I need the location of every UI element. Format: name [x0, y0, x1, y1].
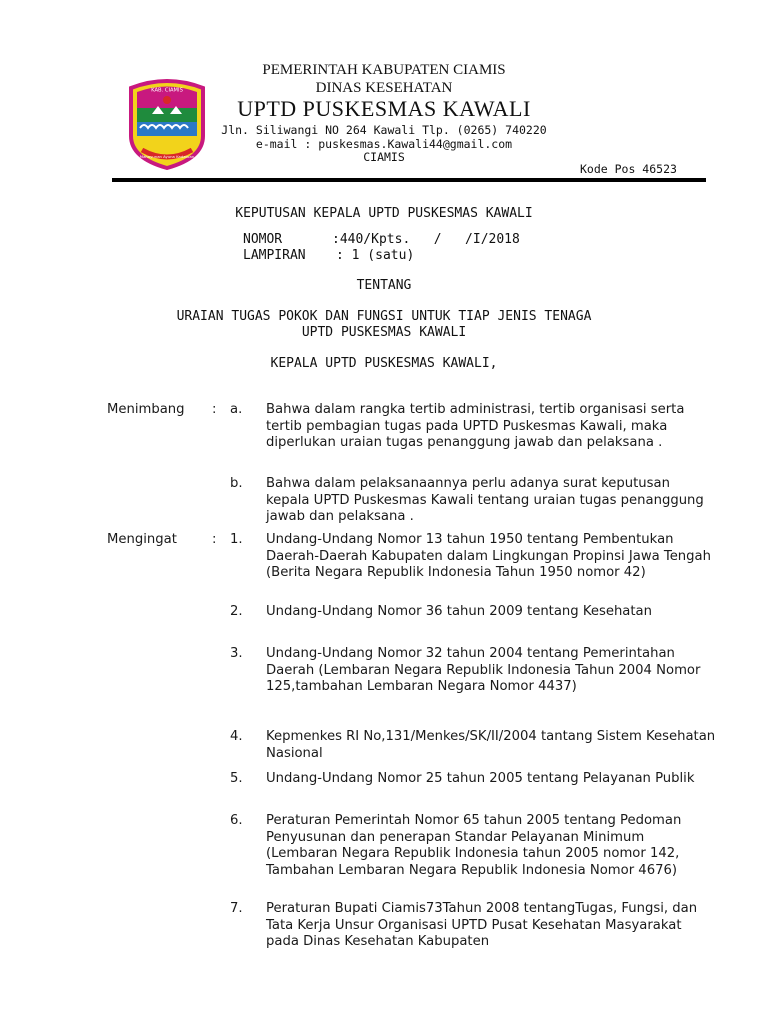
nomor-value: :440/Kpts. / /I/2018 [332, 232, 520, 247]
mengingat-marker-3: 3. [230, 646, 243, 661]
menimbang-item-a: Bahwa dalam rangka tertib administrasi, tertib organisasi serta tertib pembagian tugas pada UPTD Puskesmas Kawali, maka diperlukan uraian tugas penanggung jawab dan pelaksana . [266, 402, 685, 451]
logo-motto-text: Mahayunan Ayuna Kadatuan [139, 154, 195, 159]
letterhead-address: Jln. Siliwangi NO 264 Kawali Tlp. (0265) 740220 [221, 123, 547, 137]
logo-top-text: KAB. CIAMIS [151, 87, 183, 94]
mengingat-item-5: Undang-Undang Nomor 25 tahun 2005 tentang Pelayanan Publik [266, 771, 695, 786]
mengingat-item-2: Undang-Undang Nomor 36 tahun 2009 tentang Kesehatan [266, 604, 652, 619]
menimbang-marker-a: a. [230, 402, 243, 417]
mengingat-item-3: Undang-Undang Nomor 32 tahun 2004 tentang Pemerintahan Daerah (Lembaran Negara Republik Indonesia Tahun 2004 Nomor 125,tambahan Lembaran Negara Nomor 4437) [266, 646, 701, 695]
nomor-label: NOMOR [243, 232, 283, 247]
letterhead-postcode: Kode Pos 46523 [580, 162, 677, 176]
mengingat-label: Mengingat [107, 532, 177, 547]
mengingat-marker-1: 1. [230, 532, 243, 547]
mengingat-marker-7: 7. [230, 901, 243, 916]
decree-subject-line2: UPTD PUSKESMAS KAWALI [301, 325, 467, 340]
letterhead-government: PEMERINTAH KABUPATEN CIAMIS [262, 62, 506, 78]
lampiran-value: : 1 (satu) [336, 248, 415, 263]
lampiran-label: LAMPIRAN [243, 248, 306, 263]
menimbang-item-b: Bahwa dalam pelaksanaannya perlu adanya surat keputusan kepala UPTD Puskesmas Kawali tentang uraian tugas penanggung jawab dan pelaksana . [266, 476, 704, 525]
letterhead-city: CIAMIS [363, 150, 405, 164]
letterhead-divider [112, 178, 706, 182]
decree-tentang: TENTANG [356, 278, 412, 293]
mengingat-item-6: Peraturan Pemerintah Nomor 65 tahun 2005 tentang Pedoman Penyusunan dan penerapan Standar Pelayanan Minimum (Lembaran Negara Republik Indonesia tahun 2005 nomor 142, Tambahan Lembaran Negara Republik Indonesia Nomor 4676) [266, 813, 682, 878]
letterhead-title: UPTD PUSKESMAS KAWALI [237, 96, 531, 121]
mengingat-marker-4: 4. [230, 729, 243, 744]
mengingat-item-1: Undang-Undang Nomor 13 tahun 1950 tentang Pembentukan Daerah-Daerah Kabupaten dalam Lingkungan Propinsi Jawa Tengah (Berita Negara Republik Indonesia Tahun 1950 nomor 42) [266, 532, 711, 581]
mengingat-item-7: Peraturan Bupati Ciamis73Tahun 2008 tentangTugas, Fungsi, dan Tata Kerja Unsur Organisasi UPTD Pusat Kesehatan Masyarakat pada Dinas Kesehatan Kabupaten [266, 901, 698, 950]
mengingat-marker-6: 6. [230, 813, 243, 828]
mengingat-item-4: Kepmenkes RI No,131/Menkes/SK/II/2004 tantang Sistem Kesehatan Nasional [266, 729, 716, 761]
decree-subject-line1: URAIAN TUGAS POKOK DAN FUNGSI UNTUK TIAP JENIS TENAGA [176, 309, 592, 324]
decree-authority: KEPALA UPTD PUSKESMAS KAWALI, [270, 356, 498, 371]
mengingat-marker-2: 2. [230, 604, 243, 619]
mengingat-marker-5: 5. [230, 771, 243, 786]
letterhead-department: DINAS KESEHATAN [315, 80, 453, 96]
decree-heading: KEPUTUSAN KEPALA UPTD PUSKESMAS KAWALI [235, 206, 533, 221]
menimbang-label: Menimbang [107, 402, 185, 417]
letterhead-email: e-mail : puskesmas.Kawali44@gmail.com [255, 137, 513, 151]
mengingat-colon: : [212, 532, 217, 547]
menimbang-marker-b: b. [230, 476, 243, 491]
menimbang-colon: : [212, 402, 217, 417]
